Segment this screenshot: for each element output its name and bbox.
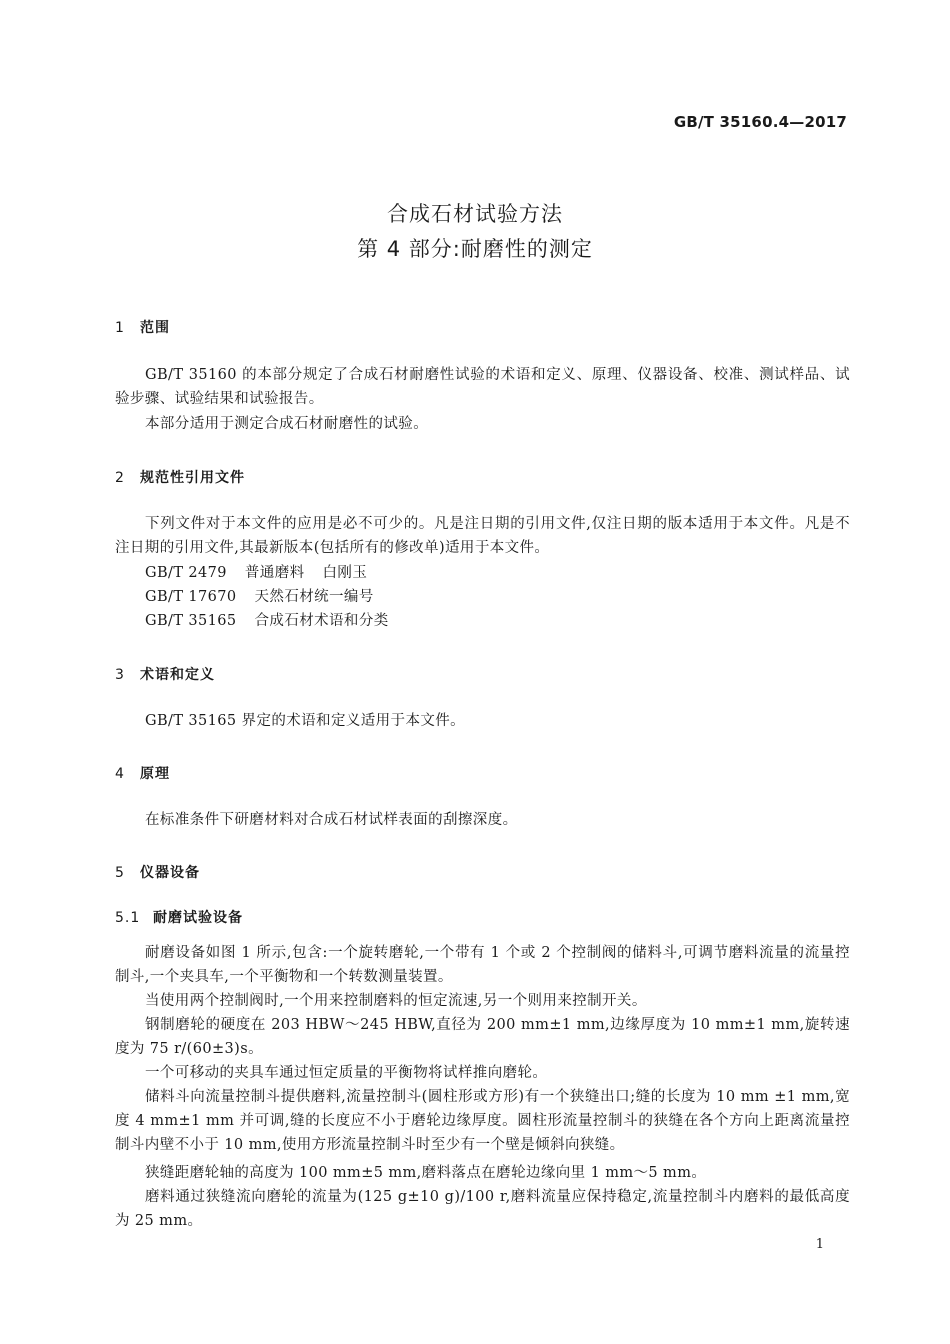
section-4-heading [115, 763, 170, 783]
section-title: 仪器设备 [140, 865, 200, 881]
section-5-paragraph: 耐磨设备如图 1 所示,包含:一个旋转磨轮,一个带有 1 个或 2 个控制阀的储料斗,可调节磨料流量的流量控制斗,一个夹具车,一个平衡物和一个转数测量装置。 [115, 945, 850, 985]
section-number: 3 [115, 667, 125, 683]
section-number: 2 [115, 470, 125, 486]
section-title: 原理 [140, 766, 170, 782]
section-1-paragraph-1: GB/T 35160 的本部分规定了合成石材耐磨性试验的术语和定义、原理、仪器设备、校准、测试样品、试验步骤、试验结果和试验报告。 [115, 367, 850, 407]
section-4-paragraph-1: 在标准条件下研磨材料对合成石材试样表面的刮擦深度。 [145, 812, 518, 828]
section-5-paragraph: 狭缝距磨轮轴的高度为 100 mm±5 mm,磨料落点在磨轮边缘向里 1 mm～5 mm。 [145, 1165, 707, 1181]
reference-title: 普通磨料 [244, 565, 305, 581]
reference-item [145, 585, 374, 609]
reference-code: GB/T 17670 [145, 589, 237, 605]
reference-title: 合成石材术语和分类 [254, 613, 389, 629]
subsection-number: 5.1 [115, 910, 141, 926]
section-1-heading [115, 317, 170, 337]
section-5-heading [115, 862, 200, 882]
section-5-paragraph: 当使用两个控制阀时,一个用来控制磨料的恒定流速,另一个则用来控制开关。 [145, 993, 647, 1009]
section-5-paragraph: 磨料通过狭缝流向磨轮的流量为(125 g±10 g)/100 r,磨料流量应保持稳定,流量控制斗内磨料的最低高度为 25 mm。 [115, 1189, 850, 1229]
section-2-paragraph-1: 下列文件对于本文件的应用是必不可少的。凡是注日期的引用文件,仅注日期的版本适用于本文件。凡是不注日期的引用文件,其最新版本(包括所有的修改单)适用于本文件。 [115, 516, 850, 556]
section-number: 4 [115, 766, 125, 782]
section-number: 5 [115, 865, 125, 881]
section-number: 1 [115, 320, 125, 336]
page-number: 1 [815, 1237, 824, 1252]
document-title: 合成石材试验方法 [387, 202, 563, 226]
section-5-paragraph: 钢制磨轮的硬度在 203 HBW～245 HBW,直径为 200 mm±1 mm,边缘厚度为 10 mm±1 mm,旋转速度为 75 r/(60±3)s。 [115, 1017, 850, 1057]
section-title: 术语和定义 [140, 667, 215, 683]
reference-code: GB/T 35165 [145, 613, 237, 629]
section-5-paragraph: 一个可移动的夹具车通过恒定质量的平衡物将试样推向磨轮。 [145, 1065, 548, 1081]
reference-item [145, 609, 389, 633]
section-title: 规范性引用文件 [140, 470, 245, 486]
reference-code: GB/T 2479 [145, 565, 227, 581]
reference-title-part-2: 白刚玉 [322, 565, 368, 581]
reference-title: 天然石材统一编号 [254, 589, 374, 605]
section-2-heading [115, 467, 245, 487]
standard-code: GB/T 35160.4—2017 [673, 113, 847, 131]
reference-item [145, 561, 367, 585]
section-3-paragraph-1: GB/T 35165 界定的术语和定义适用于本文件。 [145, 713, 466, 729]
section-3-heading [115, 664, 215, 684]
section-5-paragraph: 储料斗向流量控制斗提供磨料,流量控制斗(圆柱形或方形)有一个狭缝出口;缝的长度为 10 mm ±1 mm,宽度 4 mm±1 mm 并可调,缝的长度应不小于磨轮边缘厚度。圆柱形流量控制斗的狭缝在各个方向上距离流量控制斗内壁不小于 10 mm,使用方形流量控制斗时至少有一个壁是倾斜向狭缝。 [115, 1089, 850, 1153]
subsection-5-1-heading [115, 907, 243, 927]
section-1-paragraph-2: 本部分适用于测定合成石材耐磨性的试验。 [145, 416, 429, 432]
document-subtitle: 第 4 部分:耐磨性的测定 [357, 237, 593, 261]
subsection-title: 耐磨试验设备 [153, 910, 243, 926]
section-title: 范围 [140, 320, 170, 336]
